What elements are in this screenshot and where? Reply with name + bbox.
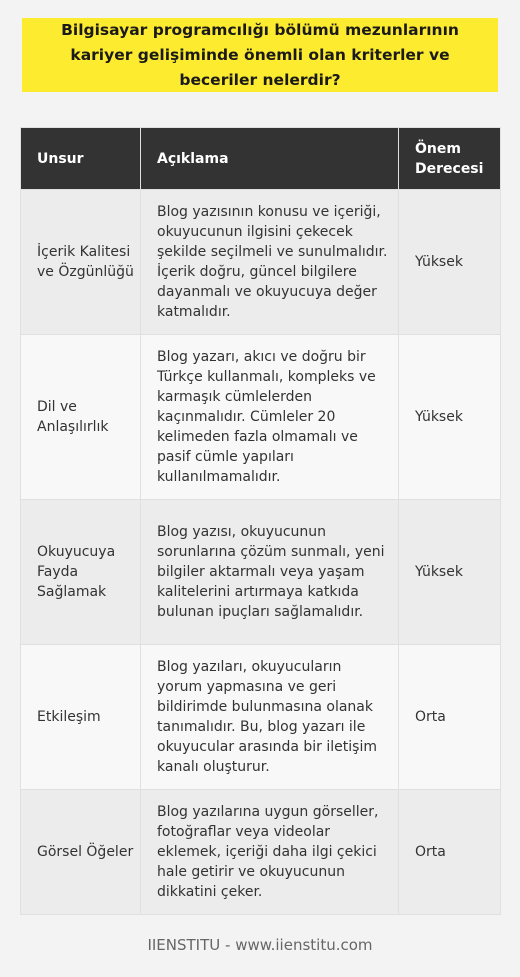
- table-row: [21, 335, 501, 500]
- cell-onem: Yüksek: [399, 500, 501, 645]
- cell-onem: Yüksek: [399, 335, 501, 500]
- cell-aciklama: Blog yazısı, okuyucunun sorunlarına çözüm sunmalı, yeni bilgiler aktarmalı veya yaşam kalitelerini artırmaya katkıda bulunan ipuçları sağlamalıdır.: [141, 500, 399, 645]
- criteria-table: [20, 127, 501, 915]
- cell-aciklama: Blog yazıları, okuyucuların yorum yapmasına ve geri bildirimde bulunmasına olanak tanımalıdır. Bu, blog yazarı ile okuyucular arasında bir iletişim kanalı oluşturur.: [141, 645, 399, 790]
- table-row: [21, 500, 501, 645]
- table-row: [21, 190, 501, 335]
- table-row: [21, 645, 501, 790]
- cell-aciklama: Blog yazarı, akıcı ve doğru bir Türkçe kullanmalı, kompleks ve karmaşık cümlelerden kaçınmalıdır. Cümleler 20 kelimeden fazla olmamalı ve pasif cümle yapıları kullanılmamalıdır.: [141, 335, 399, 500]
- title-banner: [22, 18, 498, 92]
- cell-onem: Orta: [399, 645, 501, 790]
- column-header-aciklama: Açıklama: [141, 128, 399, 190]
- cell-aciklama: Blog yazılarına uygun görseller, fotoğraflar veya videolar eklemek, içeriği daha ilgi çekici hale getirir ve okuyucunun dikkatini çeker.: [141, 790, 399, 915]
- cell-onem: Yüksek: [399, 190, 501, 335]
- column-header-unsur: Unsur: [21, 128, 141, 190]
- cell-unsur: Okuyucuya Fayda Sağlamak: [21, 500, 141, 645]
- cell-unsur: Etkileşim: [21, 645, 141, 790]
- column-header-onem: Önem Derecesi: [399, 128, 501, 190]
- cell-unsur: Dil ve Anlaşılırlık: [21, 335, 141, 500]
- cell-aciklama: Blog yazısının konusu ve içeriği, okuyucunun ilgisini çekecek şekilde seçilmeli ve sunulmalıdır. İçerik doğru, güncel bilgilere dayanmalı ve okuyucuya değer katmalıdır.: [141, 190, 399, 335]
- page-title: Bilgisayar programcılığı bölümü mezunlarının kariyer gelişiminde önemli olan kriterler ve beceriler nelerdir?: [61, 20, 459, 89]
- cell-onem: Orta: [399, 790, 501, 915]
- table-header-row: [21, 128, 501, 190]
- cell-unsur: Görsel Öğeler: [21, 790, 141, 915]
- table-row: [21, 790, 501, 915]
- cell-unsur: İçerik Kalitesi ve Özgünlüğü: [21, 190, 141, 335]
- footer-credit: IIENSTITU - www.iienstitu.com: [147, 936, 373, 954]
